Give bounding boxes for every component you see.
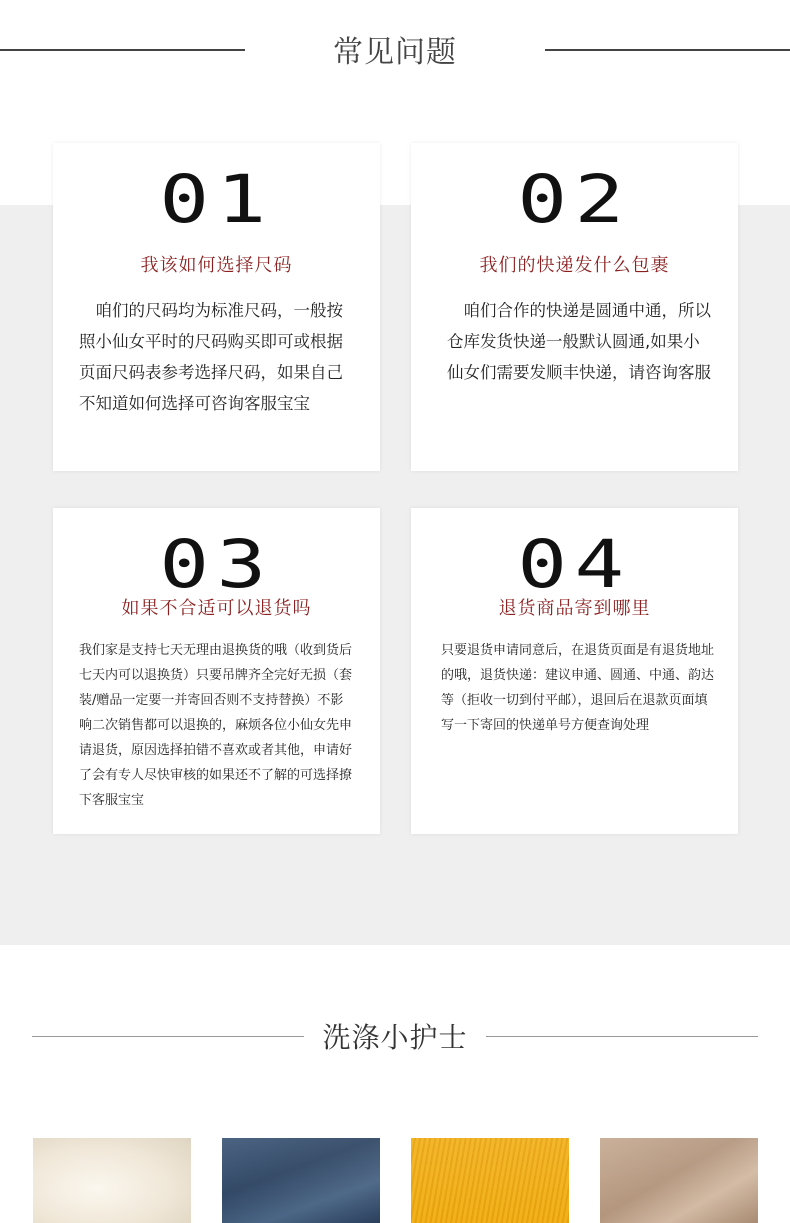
wash-title: 洗涤小护士 xyxy=(304,1016,485,1056)
faq-card xyxy=(53,143,380,471)
faq-card-answer: 咱们的尺码均为标准尺码，一般按照小仙女平时的尺码购买即可或根据页面尺码表参考选择尺码，如果自己不知道如何选择可咨询客服宝宝 xyxy=(79,301,343,413)
heading-divider-right xyxy=(545,49,790,51)
faq-card-answer: 我们家是支持七天无理由退换货的哦（收到货后七天内可以退换货）只要吊牌齐全完好无损（套装/赠品一定要一并寄回否则不支持替换）不影响二次销售都可以退换的，麻烦各位小仙女先申请退货，原因选择拍错不喜欢或者其他，申请好了会有专人尽快审核的如果还不了解的可选择撩下客服宝宝 xyxy=(79,643,353,808)
fabric-swatch-image-denim xyxy=(222,1138,380,1223)
wash-section-heading xyxy=(0,1016,790,1056)
faq-card-number: 01 xyxy=(159,161,274,238)
faq-card-question: 退货商品寄到哪里 xyxy=(498,598,651,619)
faq-card xyxy=(411,143,738,471)
faq-section-heading xyxy=(0,26,790,72)
faq-card-number: 02 xyxy=(517,161,632,238)
faq-card xyxy=(411,508,738,834)
fabric-swatch-image-fleece xyxy=(33,1138,191,1223)
faq-card-question: 我们的快递发什么包裹 xyxy=(479,255,670,276)
faq-card xyxy=(53,508,380,834)
fabric-swatch-image-twill xyxy=(600,1138,758,1223)
faq-title: 常见问题 xyxy=(315,27,475,71)
faq-card-answer: 咱们合作的快递是圆通中通，所以仓库发货快递一般默认圆通,如果小仙女们需要发顺丰快递，请咨询客服 xyxy=(447,301,711,382)
faq-card-number: 03 xyxy=(159,526,274,603)
faq-card-answer: 只要退货申请同意后，在退货页面是有退货地址的哦，退货快递：建议申通、圆通、中通、韵达等（拒收一切到付平邮），退回后在退款页面填写一下寄回的快递单号方便查询处理 xyxy=(441,643,715,733)
faq-card-question: 如果不合适可以退货吗 xyxy=(121,598,312,619)
faq-card-question: 我该如何选择尺码 xyxy=(140,255,293,276)
heading-divider-left xyxy=(0,49,245,51)
faq-card-number: 04 xyxy=(517,526,632,603)
fabric-swatch-image-corduroy xyxy=(411,1138,569,1223)
